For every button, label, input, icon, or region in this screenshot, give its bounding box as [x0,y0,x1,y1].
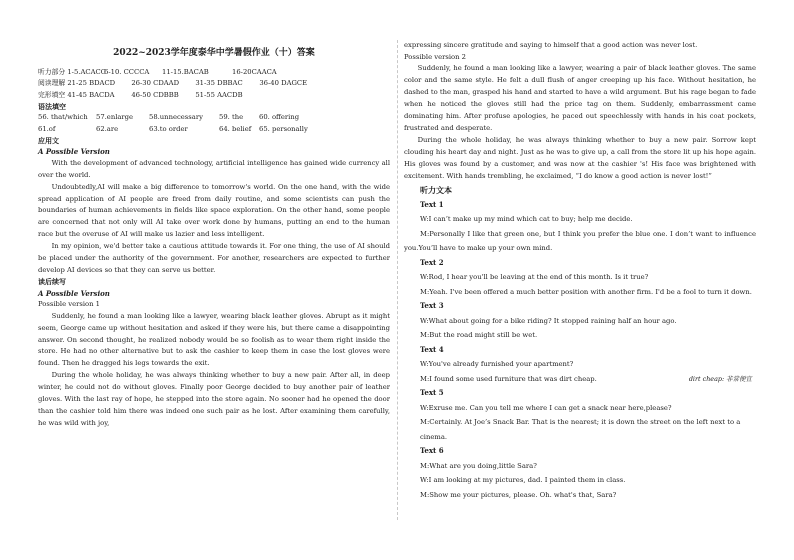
grammar-answer: 56. that/which [38,113,88,122]
answer-item: 16-20CAACA [232,68,277,76]
continuation-paragraph: During the whole holiday, he was always thinking whether to buy a new pair. Sorrow kept clouding his heart day and night. Just as he was to give up, a call from the store lit up his hope again. His gloves was found by a customer, and was now at the cashier 's! His face was brightened with excitement. With hands trembling, he exclaimed, “I do know a good action is never lost!” [404,135,756,180]
dialogue-line: M:Yeah. I've been offered a much better position with another firm. I'd be a fool to turn it down. [420,287,752,296]
grammar-answer: 57.enlarge [96,113,134,122]
dialogue-line: W:What about going for a bike riding? It stopped raining half an hour ago. [420,316,677,325]
grammar-row-2 [38,124,390,135]
answer-label: 听力部分 [38,68,66,76]
column-divider [397,40,399,520]
text-label: Text 2 [420,257,444,267]
dialogue-line: W:Exruse me. Can you tell me where I can get a snack near here,please? [420,403,672,412]
answer-item: 11-15.BACAB [162,68,209,76]
listening-heading: 听力文本 [420,184,452,195]
writing-heading: 应用文 [38,135,59,145]
answer-item: 36-40 DAGCE [259,79,308,88]
dialogue-line: M:But the road might still be wet. [420,331,538,340]
version-1-label: Possible version 1 [38,300,100,309]
dialogue-line: W:You've already furnished your apartment? [420,360,574,369]
version-2-label: Possible version 2 [404,52,466,61]
answer-item: 1-5.ACACC [67,68,106,76]
grammar-answer: 63.to order [149,124,188,133]
writing-paragraph: Undoubtedly,AI will make a big difference to tomorrow's world. On the one hand, with the wide spread application of AI people are freed from daily routine, and some scientists can push the boundaries of human achievements in fields like space exploration. On the other hand, some people are concerned that not only will AI take over work done by humans, putting an end to the human race but the overuse of AI will make us lazier and less intelligent. [38,182,390,239]
continuation-paragraph: Suddenly, he found a man looking like a lawyer, wearing black leather gloves. Abrupt as it might seem, George came up without hesitation and asked if they were his, but there came a disappointing answer. On second thought, he realized nobody would be so foolish as to wear them right inside the store. He had no other alternative but to ask the cashier to keep them in case the lost gloves were found. Then he dragged his legs towards the exit. [38,311,390,368]
right-column [404,40,756,502]
answer-row-cloze [38,90,390,101]
text-label: Text 5 [420,388,444,398]
text-label: Text 4 [420,344,444,354]
grammar-heading: 语法填空 [38,101,66,111]
continuation-paragraph: During the whole holiday, he was always thinking whether to buy a new pair. After all, in deep winter, he could not do without gloves. Finally poor George decided to buy another pair of leather gloves. With the last ray of hope, he stepped into the store again. No sooner had he opened the door than the cashier told him there was indeed one such pair as he lost. After examining them carefully, he was wild with joy, [38,371,390,427]
grammar-answer: 65. personally [259,124,308,133]
text-label: Text 6 [420,446,444,456]
dialogue-line-with-note [404,372,756,387]
dialogue-line: M:I found some used furniture that was dirt cheap. [420,374,597,383]
answer-item: 51-55 AACDB [195,90,243,99]
answer-label: 阅读理解 [38,79,66,88]
grammar-answer: 62.are [96,124,119,133]
text-label: Text 1 [420,199,444,209]
dialogue-line: W:I can’t make up my mind which cat to buy; help me decide. [420,215,633,224]
answer-row-listening [38,67,390,78]
grammar-answer: 64. belief [219,124,252,133]
vocab-note: dirt cheap: 非常便宜 [688,374,752,383]
dialogue-line: W:I am looking at my pictures, dad. I painted them in class. [420,476,626,485]
grammar-answer: 58.unnecessary [149,113,203,122]
answer-item: 21-25 BDACD [67,79,116,88]
continuation-tail: expressing sincere gratitude and saying to himself that a good action was never lost. [404,41,698,49]
answer-item: 41-45 BACDA [67,90,115,99]
dialogue-line: W:Rod, I hear you'll be leaving at the end of this month. Is it true? [420,273,649,282]
continuation-heading: 读后续写 [38,277,66,287]
answer-item: 6-10. CCCCA [104,68,150,76]
answer-label: 完形填空 [38,90,66,99]
dialogue-line: M:Show me your pictures, please. Oh. what's that, Sara? [420,490,617,499]
continuation-version-label: A Possible Version [38,288,110,298]
grammar-answer: 61.of [38,124,56,133]
writing-paragraph: In my opinion, we'd better take a cautious attitude towards it. For one thing, the use of AI should be placed under the authority of the government. For another, researchers are expected to further develop AI devices so that they can serve us better. [38,241,390,274]
grammar-row-1 [38,112,390,123]
dialogue-line: M:Personally I like that green one, but I think you prefer the blue one. I don’t want to influence you.You’ll have to make up your own mind. [404,229,756,253]
answer-item: 46-50 CDBBB [131,90,179,99]
answer-row-reading [38,78,390,89]
writing-version-label: A Possible Version [38,147,110,157]
answer-item: 31-35 DBBAC [195,79,243,88]
answer-item: 26-30 CDAAD [131,79,180,88]
dialogue-line: M:Certainly. At Joe’s Snack Bar. That is the nearest; it is down the street on the left next to a cinema. [420,418,741,441]
grammar-answer: 59. the [219,113,244,122]
continuation-paragraph: Suddenly, he found a man looking like a lawyer, wearing a pair of black leather gloves. The same color and the same style. He felt a dull flush of anger creeping up his face. Without hesitation, he dashed to the man, grasped his hand and started to have a wild argument. But his rage began to fade when he noticed the gloves still had the price tag on them. Suddenly, embarrassment came dominating him. After profuse apologies, he paced out speechlessly with hands in his coat pockets, frustrated and desperate. [404,64,756,132]
page-title: 2022~2023学年度泰华中学暑假作业（十）答案 [113,48,315,58]
writing-paragraph: With the development of advanced technology, artificial intelligence has gained wide currency all over the world. [38,158,390,179]
dialogue-line: M:What are you doing,little Sara? [420,461,537,470]
grammar-answer: 60. offering [259,113,300,122]
left-column [38,40,390,429]
text-label: Text 3 [420,301,444,311]
